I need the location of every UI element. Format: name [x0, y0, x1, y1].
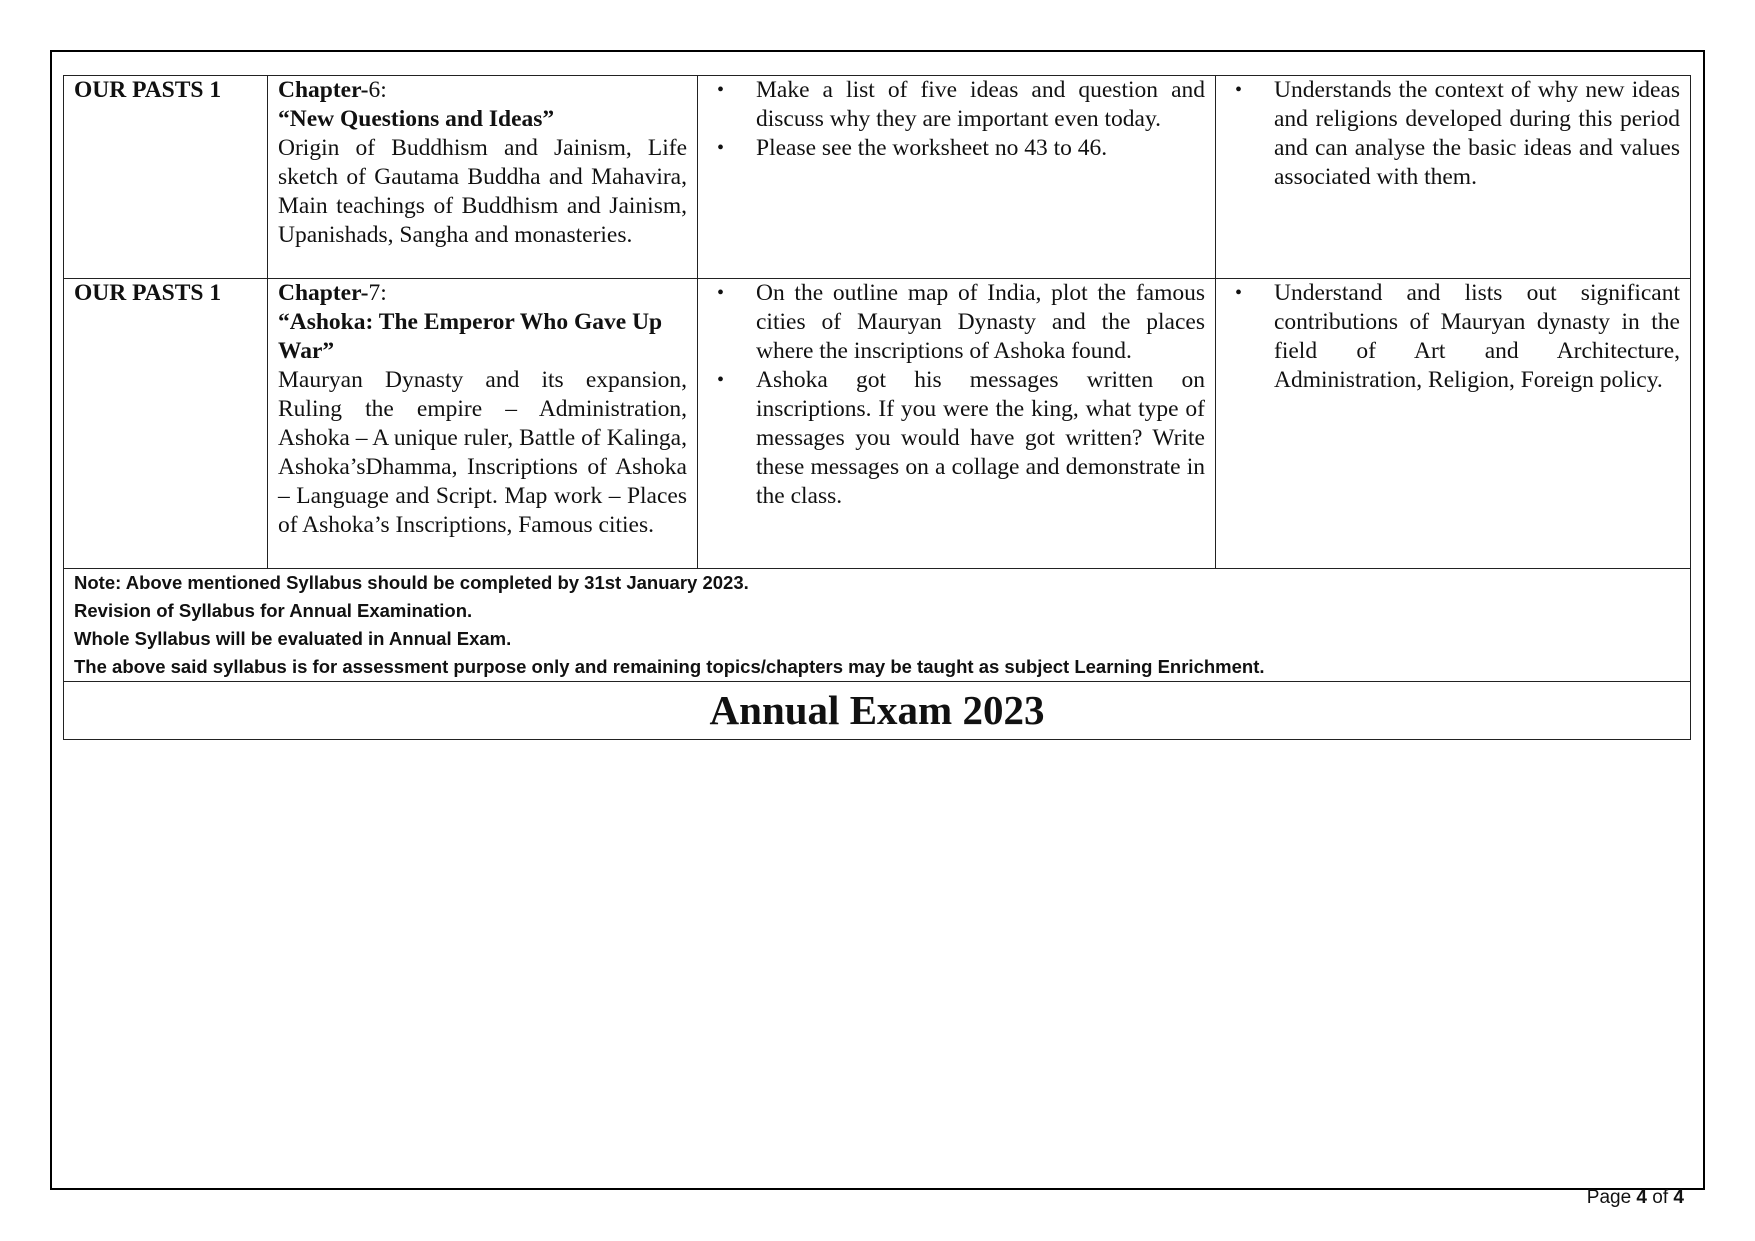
- bullet-icon: •: [717, 369, 725, 391]
- chapter-title: “Ashoka: The Emperor Who Gave Up War”: [278, 309, 663, 364]
- exam-heading: Annual Exam 2023: [64, 682, 1691, 740]
- chapter-heading: [278, 279, 687, 308]
- list-item: [708, 366, 1205, 511]
- book-cell: [64, 76, 268, 279]
- book-cell: [64, 279, 268, 569]
- list-item: [708, 134, 1205, 163]
- chapter-cell: [268, 279, 698, 569]
- note-line: The above said syllabus is for assessment purpose only and remaining topics/chapters may be taught as subject Learning Enrichment.: [74, 656, 1265, 677]
- bullet-icon: •: [717, 137, 725, 159]
- chapter-description: Mauryan Dynasty and its expansion, Ruling the empire – Administration, Ashoka – A unique ruler, Battle of Kalinga, Ashoka’sDhamma, Inscriptions of Ashoka – Language and Script. Map work – Places of Ashoka’s Inscriptions, Famous cities.: [278, 367, 687, 538]
- book-name: OUR PASTS 1: [74, 280, 222, 306]
- activity-text: Ashoka got his messages written on inscriptions. If you were the king, what type of messages you would have got written? Write these messages on a collage and demonstrate in the class.: [756, 367, 1205, 509]
- of-label: of: [1652, 1187, 1669, 1208]
- page-footer: [1587, 1187, 1684, 1209]
- outcomes-cell: [1216, 76, 1691, 279]
- book-name: OUR PASTS 1: [74, 77, 222, 103]
- table-row: [64, 279, 1691, 569]
- bullet-icon: •: [717, 79, 725, 101]
- bullet-icon: •: [1235, 282, 1243, 304]
- outcome-text: Understand and lists out significant contributions of Mauryan dynasty in the field of Art and Architecture, Administration, Religion, Foreign policy.: [1274, 280, 1680, 393]
- chapter-label: Chapter-: [278, 77, 369, 103]
- bullet-icon: •: [1235, 79, 1243, 101]
- exam-row: [64, 682, 1691, 740]
- table-row: [64, 76, 1691, 279]
- activities-cell: [698, 279, 1216, 569]
- chapter-number: 7:: [368, 280, 387, 306]
- note-line: Note: Above mentioned Syllabus should be completed by 31st January 2023.: [74, 572, 749, 593]
- bullet-icon: •: [717, 282, 725, 304]
- notes-cell: [64, 569, 1691, 682]
- list-item: [1226, 279, 1680, 395]
- note-line: Whole Syllabus will be evaluated in Annual Exam.: [74, 628, 512, 649]
- chapter-title: “New Questions and Ideas”: [278, 106, 555, 132]
- page-label: Page: [1586, 1187, 1632, 1208]
- syllabus-table: [63, 75, 1691, 740]
- activity-text: Please see the worksheet no 43 to 46.: [756, 135, 1108, 161]
- chapter-cell: [268, 76, 698, 279]
- outcomes-cell: [1216, 279, 1691, 569]
- chapter-label: Chapter-: [278, 280, 369, 306]
- chapter-number: 6:: [368, 77, 387, 103]
- list-item: [708, 279, 1205, 366]
- notes-row: [64, 569, 1691, 682]
- activities-cell: [698, 76, 1216, 279]
- chapter-description: Origin of Buddhism and Jainism, Life sketch of Gautama Buddha and Mahavira, Main teachings of Buddhism and Jainism, Upanishads, Sangha and monasteries.: [278, 135, 687, 248]
- chapter-heading: [278, 76, 687, 105]
- total-pages: 4: [1673, 1187, 1684, 1208]
- list-item: [708, 76, 1205, 134]
- current-page: 4: [1636, 1187, 1647, 1208]
- note-line: Revision of Syllabus for Annual Examination.: [74, 600, 473, 621]
- list-item: [1226, 76, 1680, 192]
- outcome-text: Understands the context of why new ideas and religions developed during this period and can analyse the basic ideas and values associated with them.: [1274, 77, 1680, 190]
- activity-text: Make a list of five ideas and question and discuss why they are important even today.: [756, 77, 1205, 132]
- activity-text: On the outline map of India, plot the famous cities of Mauryan Dynasty and the places where the inscriptions of Ashoka found.: [756, 280, 1205, 364]
